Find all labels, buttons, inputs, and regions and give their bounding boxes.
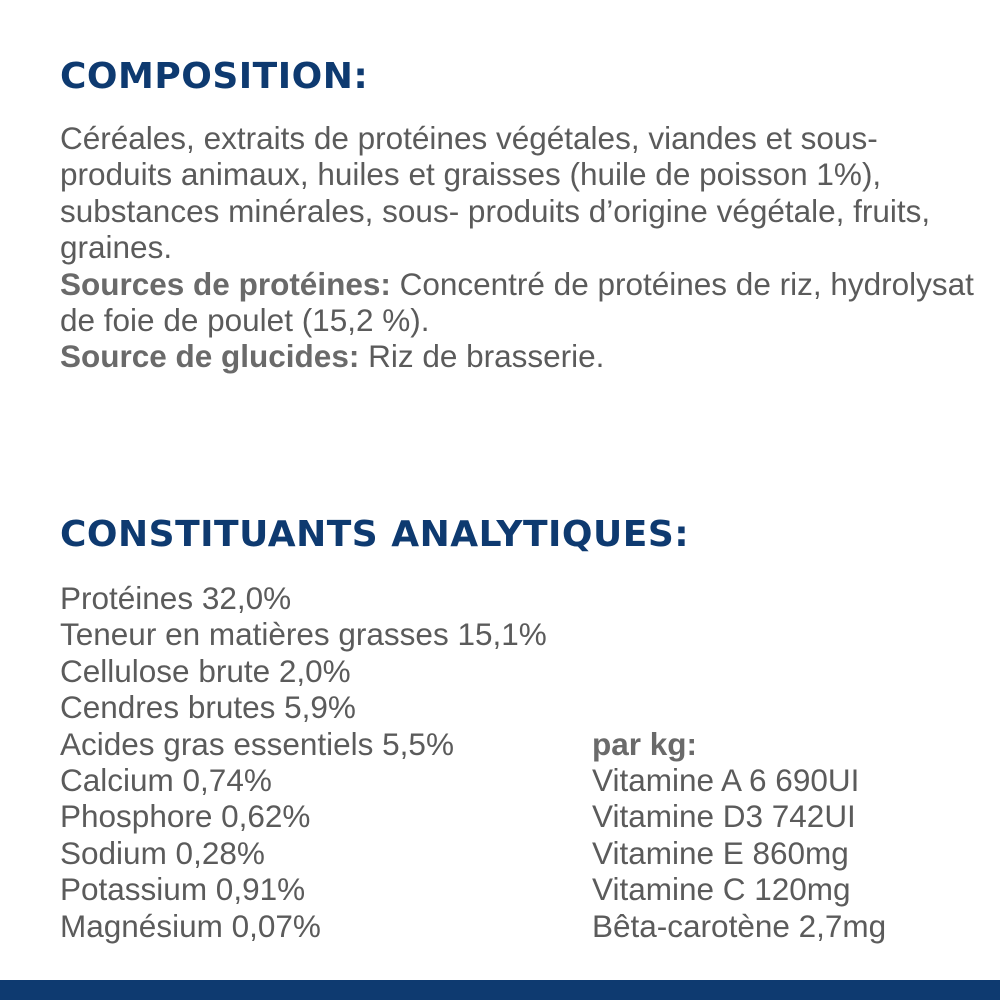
composition-text: Céréales, extraits de protéines végétales, viandes et sous-produits animaux, huiles et graisses (huile de poisson 1%), substances minérales, sous- produits d’origine végétale, fruits, graines. (60, 120, 931, 266)
analytic-item: Sodium 0,28% (60, 834, 265, 871)
vitamin-item: Vitamine A 6 690UI (592, 761, 860, 798)
analytic-item: Phosphore 0,62% (60, 798, 311, 835)
analytic-constituents-list (60, 580, 547, 944)
footer-bar (0, 980, 1000, 1000)
analytic-item: Protéines 32,0% (60, 580, 292, 616)
composition-heading: COMPOSITION: (60, 56, 369, 97)
vitamin-item: Bêta-carotène 2,7mg (592, 907, 887, 944)
analytic-item: Acides gras essentiels 5,5% (60, 725, 454, 762)
carb-source-text: Riz de brasserie. (359, 338, 605, 375)
analytic-item: Potassium 0,91% (60, 871, 306, 908)
analytic-item: Cellulose brute 2,0% (60, 652, 351, 689)
vitamin-item: Vitamine C 120mg (592, 871, 851, 908)
analytic-item: Calcium 0,74% (60, 761, 272, 798)
composition-paragraph (60, 120, 975, 375)
analytics-heading: CONSTITUANTS ANALYTIQUES: (60, 514, 690, 555)
analytic-item: Teneur en matières grasses 15,1% (60, 616, 547, 653)
analytic-item: Magnésium 0,07% (60, 907, 321, 944)
protein-sources-text: Concentré de protéines de riz, hydrolysat de foie de poulet (15,2 %). (60, 265, 974, 339)
per-kg-label: par kg: (592, 725, 698, 762)
analytic-item: Cendres brutes 5,9% (60, 689, 356, 726)
vitamin-item: Vitamine E 860mg (592, 834, 849, 871)
carb-source-label: Source de glucides: (60, 338, 360, 375)
protein-sources-label: Sources de protéines: (60, 265, 391, 302)
vitamin-item: Vitamine D3 742UI (592, 798, 856, 835)
per-kg-vitamins-list (592, 580, 886, 944)
composition-section (60, 120, 975, 375)
